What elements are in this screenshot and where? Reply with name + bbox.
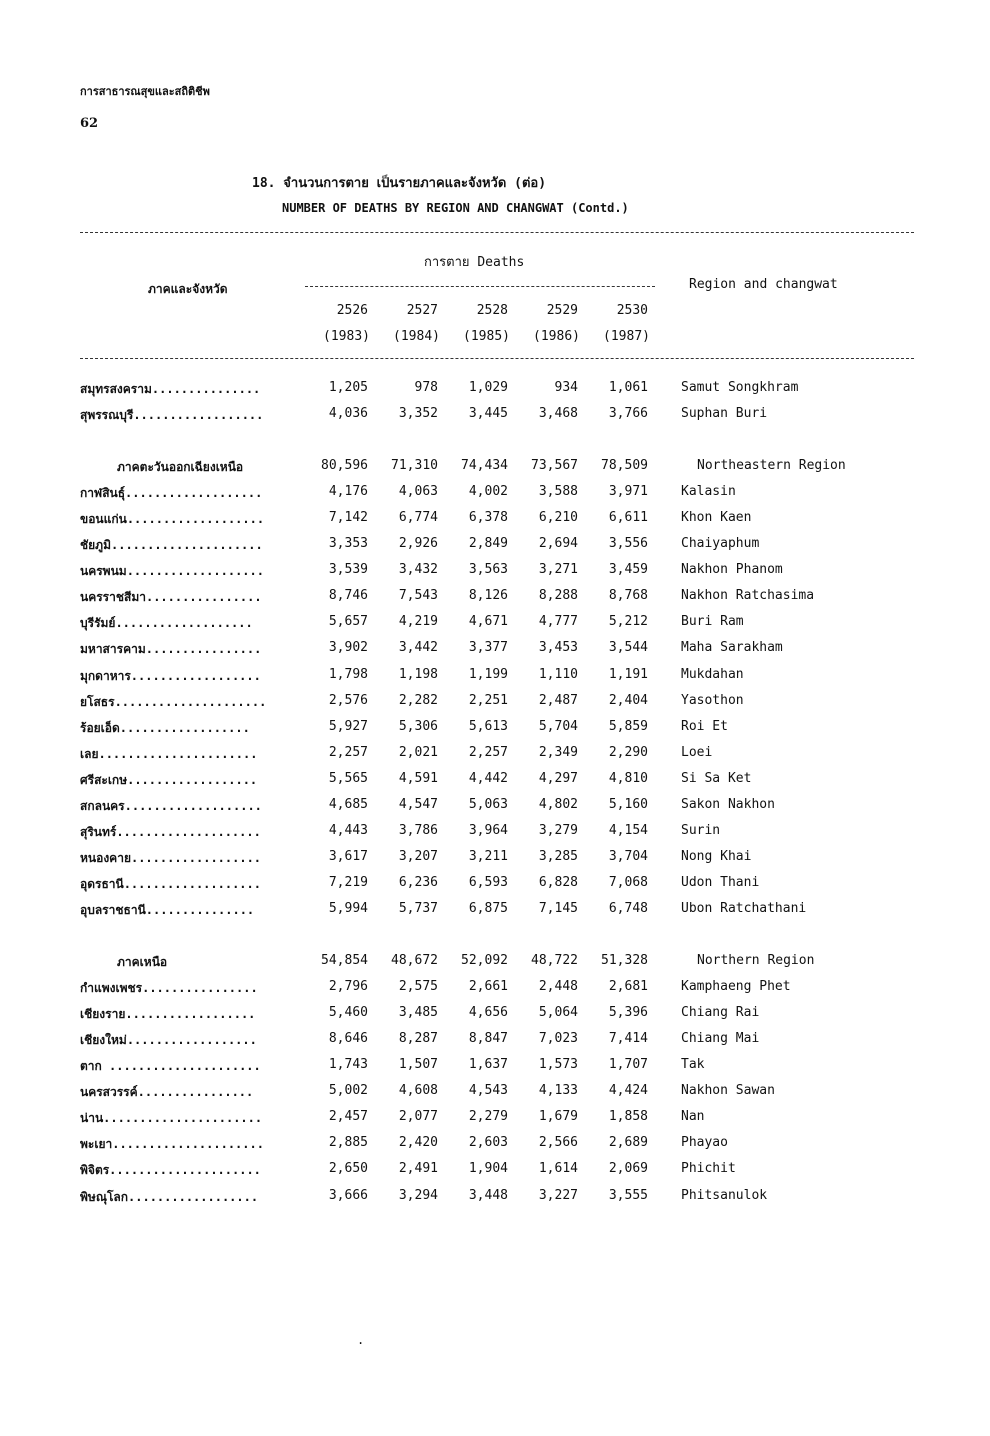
death-count-cell: 3,442 — [398, 640, 438, 655]
province-name-thai: สมุทรสงคราม............... — [80, 382, 261, 396]
province-name-english: Roi Et — [681, 719, 728, 734]
province-name-thai: พิจิตร..................... — [80, 1163, 261, 1177]
death-count-cell: 5,927 — [328, 719, 368, 734]
death-count-cell: 5,565 — [328, 771, 368, 786]
death-count-cell: 71,310 — [391, 458, 438, 473]
province-name-thai: ร้อยเอ็ด.................. — [80, 721, 250, 735]
province-name-english: Nakhon Phanom — [681, 562, 783, 577]
region-name-thai: ภาคเหนือ — [117, 955, 168, 969]
death-count-cell: 5,160 — [608, 797, 648, 812]
death-count-cell: 4,777 — [538, 614, 578, 629]
death-count-cell: 4,297 — [538, 771, 578, 786]
province-name-thai: สุรินทร์.................... — [80, 825, 261, 839]
year-be-header: 2528 — [476, 303, 508, 318]
death-count-cell: 5,212 — [608, 614, 648, 629]
province-name-english: Nakhon Ratchasima — [681, 588, 815, 603]
death-count-cell: 2,448 — [538, 979, 578, 994]
province-name-thai: สกลนคร................... — [80, 799, 262, 813]
death-count-cell: 2,566 — [538, 1135, 578, 1150]
province-name-thai: เลย...................... — [80, 747, 258, 761]
death-count-cell: 4,063 — [398, 484, 438, 499]
death-count-cell: 2,251 — [468, 693, 508, 708]
death-count-cell: 8,287 — [398, 1031, 438, 1046]
death-count-cell: 3,617 — [328, 849, 368, 864]
region-name-thai: ภาคตะวันออกเฉียงเหนือ — [117, 460, 244, 474]
province-name-thai: พะเยา..................... — [80, 1137, 264, 1151]
death-count-cell: 8,847 — [468, 1031, 508, 1046]
death-count-cell: 2,404 — [608, 693, 648, 708]
death-count-cell: 3,448 — [468, 1188, 508, 1203]
death-count-cell: 6,611 — [608, 510, 648, 525]
death-count-cell: 1,205 — [328, 380, 368, 395]
year-be-header: 2527 — [406, 303, 438, 318]
death-count-cell: 2,576 — [328, 693, 368, 708]
death-count-cell: 5,063 — [468, 797, 508, 812]
province-name-thai: ยโสธร..................... — [80, 695, 267, 709]
death-count-cell: 2,257 — [468, 745, 508, 760]
death-count-cell: 6,875 — [468, 901, 508, 916]
death-count-cell: 51,328 — [601, 953, 648, 968]
province-name-english: Si Sa Ket — [681, 771, 752, 786]
death-count-cell: 4,442 — [468, 771, 508, 786]
death-count-cell: 1,507 — [398, 1057, 438, 1072]
death-count-cell: 3,445 — [468, 406, 508, 421]
province-name-english: Chaiyaphum — [681, 536, 760, 551]
death-count-cell: 4,219 — [398, 614, 438, 629]
death-count-cell: 48,722 — [531, 953, 578, 968]
death-count-cell: 1,029 — [468, 380, 508, 395]
death-count-cell: 6,593 — [468, 875, 508, 890]
death-count-cell: 3,666 — [328, 1188, 368, 1203]
death-count-cell: 2,491 — [398, 1161, 438, 1176]
death-count-cell: 54,854 — [321, 953, 368, 968]
death-count-cell: 4,547 — [398, 797, 438, 812]
top-rule — [80, 232, 914, 233]
death-count-cell: 2,282 — [398, 693, 438, 708]
province-name-english: Yasothon — [681, 693, 744, 708]
province-name-english: Mukdahan — [681, 667, 744, 682]
page-number: 62 — [80, 116, 99, 131]
death-count-cell: 74,434 — [461, 458, 508, 473]
death-count-cell: 3,539 — [328, 562, 368, 577]
death-count-cell: 3,786 — [398, 823, 438, 838]
death-count-cell: 4,176 — [328, 484, 368, 499]
death-count-cell: 4,543 — [468, 1083, 508, 1098]
death-count-cell: 6,378 — [468, 510, 508, 525]
region-header-thai: ภาคและจังหวัด — [148, 282, 228, 296]
death-count-cell: 1,707 — [608, 1057, 648, 1072]
death-count-cell: 6,828 — [538, 875, 578, 890]
death-count-cell: 2,279 — [468, 1109, 508, 1124]
province-name-thai: เชียงราย.................. — [80, 1007, 256, 1021]
death-count-cell: 3,766 — [608, 406, 648, 421]
death-count-cell: 3,902 — [328, 640, 368, 655]
footer-mark: . — [357, 1333, 365, 1347]
province-name-english: Chiang Rai — [681, 1005, 760, 1020]
death-count-cell: 8,768 — [608, 588, 648, 603]
death-count-cell: 3,971 — [608, 484, 648, 499]
death-count-cell: 1,191 — [608, 667, 648, 682]
death-count-cell: 5,657 — [328, 614, 368, 629]
death-count-cell: 3,285 — [538, 849, 578, 864]
death-count-cell: 3,227 — [538, 1188, 578, 1203]
death-count-cell: 6,774 — [398, 510, 438, 525]
province-name-english: Buri Ram — [681, 614, 744, 629]
death-count-cell: 7,145 — [538, 901, 578, 916]
death-count-cell: 2,420 — [398, 1135, 438, 1150]
province-name-thai: นครราชสีมา................ — [80, 590, 262, 604]
table-title-english: NUMBER OF DEATHS BY REGION AND CHANGWAT (Contd.) — [282, 201, 629, 215]
death-count-cell: 5,396 — [608, 1005, 648, 1020]
province-name-thai: มหาสารคาม................ — [80, 642, 262, 656]
table-title-thai: 18. จำนวนการตาย เป็นรายภาคและจังหวัด (ต่อ) — [252, 176, 547, 191]
year-be-header: 2526 — [336, 303, 368, 318]
death-count-cell: 1,637 — [468, 1057, 508, 1072]
province-name-english: Phitsanulok — [681, 1188, 768, 1203]
death-count-cell: 6,210 — [538, 510, 578, 525]
death-count-cell: 7,023 — [538, 1031, 578, 1046]
province-name-thai: น่าน...................... — [80, 1111, 263, 1125]
death-count-cell: 5,613 — [468, 719, 508, 734]
death-count-cell: 5,064 — [538, 1005, 578, 1020]
death-count-cell: 1,573 — [538, 1057, 578, 1072]
province-name-english: Loei — [681, 745, 713, 760]
death-count-cell: 3,468 — [538, 406, 578, 421]
death-count-cell: 4,443 — [328, 823, 368, 838]
death-count-cell: 4,154 — [608, 823, 648, 838]
province-name-english: Tak — [681, 1057, 705, 1072]
death-count-cell: 4,036 — [328, 406, 368, 421]
death-count-cell: 2,349 — [538, 745, 578, 760]
death-count-cell: 48,672 — [391, 953, 438, 968]
death-count-cell: 5,737 — [398, 901, 438, 916]
year-be-header: 2530 — [616, 303, 648, 318]
death-count-cell: 4,608 — [398, 1083, 438, 1098]
death-count-cell: 3,563 — [468, 562, 508, 577]
header-bottom-rule — [80, 358, 914, 359]
province-name-thai: นครสวรรค์................ — [80, 1085, 254, 1099]
death-count-cell: 8,288 — [538, 588, 578, 603]
death-count-cell: 3,271 — [538, 562, 578, 577]
death-count-cell: 1,858 — [608, 1109, 648, 1124]
death-count-cell: 3,377 — [468, 640, 508, 655]
death-count-cell: 1,614 — [538, 1161, 578, 1176]
running-header: การสาธารณสุขและสถิติชีพ — [80, 85, 210, 98]
death-count-cell: 4,802 — [538, 797, 578, 812]
province-name-english: Phayao — [681, 1135, 728, 1150]
region-name-english: Northeastern Region — [697, 458, 846, 473]
province-name-english: Kamphaeng Phet — [681, 979, 791, 994]
death-count-cell: 1,198 — [398, 667, 438, 682]
death-count-cell: 978 — [414, 380, 438, 395]
province-name-thai: นครพนม................... — [80, 564, 264, 578]
province-name-english: Samut Songkhram — [681, 380, 799, 395]
death-count-cell: 3,353 — [328, 536, 368, 551]
death-count-cell: 78,509 — [601, 458, 648, 473]
province-name-english: Phichit — [681, 1161, 736, 1176]
death-count-cell: 1,743 — [328, 1057, 368, 1072]
death-count-cell: 3,556 — [608, 536, 648, 551]
death-count-cell: 2,689 — [608, 1135, 648, 1150]
province-name-english: Nong Khai — [681, 849, 752, 864]
death-count-cell: 1,061 — [608, 380, 648, 395]
death-count-cell: 5,704 — [538, 719, 578, 734]
death-count-cell: 2,885 — [328, 1135, 368, 1150]
death-count-cell: 7,219 — [328, 875, 368, 890]
province-name-english: Chiang Mai — [681, 1031, 760, 1046]
death-count-cell: 7,068 — [608, 875, 648, 890]
death-count-cell: 80,596 — [321, 458, 368, 473]
death-count-cell: 4,002 — [468, 484, 508, 499]
death-count-cell: 4,133 — [538, 1083, 578, 1098]
province-name-english: Surin — [681, 823, 721, 838]
death-count-cell: 7,142 — [328, 510, 368, 525]
death-count-cell: 2,661 — [468, 979, 508, 994]
year-ad-header: (1987) — [603, 329, 650, 344]
death-count-cell: 3,555 — [608, 1188, 648, 1203]
death-count-cell: 4,810 — [608, 771, 648, 786]
deaths-group-rule — [305, 286, 655, 287]
death-count-cell: 5,460 — [328, 1005, 368, 1020]
year-ad-header: (1984) — [393, 329, 440, 344]
death-count-cell: 3,704 — [608, 849, 648, 864]
death-count-cell: 5,859 — [608, 719, 648, 734]
death-count-cell: 7,543 — [398, 588, 438, 603]
death-count-cell: 4,424 — [608, 1083, 648, 1098]
deaths-group-header: การตาย Deaths — [424, 255, 525, 270]
death-count-cell: 2,650 — [328, 1161, 368, 1176]
death-count-cell: 2,077 — [398, 1109, 438, 1124]
province-name-english: Suphan Buri — [681, 406, 768, 421]
province-name-english: Ubon Ratchathani — [681, 901, 807, 916]
death-count-cell: 1,110 — [538, 667, 578, 682]
death-count-cell: 2,257 — [328, 745, 368, 760]
province-name-thai: อุดรธานี................... — [80, 877, 261, 891]
province-name-thai: หนองคาย.................. — [80, 851, 262, 865]
death-count-cell: 3,211 — [468, 849, 508, 864]
death-count-cell: 4,656 — [468, 1005, 508, 1020]
province-name-thai: มุกดาหาร.................. — [80, 669, 261, 683]
year-be-header: 2529 — [546, 303, 578, 318]
death-count-cell: 2,069 — [608, 1161, 648, 1176]
region-name-english: Northern Region — [697, 953, 815, 968]
region-header-english: Region and changwat — [689, 277, 838, 292]
death-count-cell: 8,746 — [328, 588, 368, 603]
year-ad-header: (1983) — [323, 329, 370, 344]
death-count-cell: 7,414 — [608, 1031, 648, 1046]
death-count-cell: 1,199 — [468, 667, 508, 682]
death-count-cell: 3,453 — [538, 640, 578, 655]
province-name-thai: ตาก ..................... — [80, 1059, 261, 1073]
death-count-cell: 2,290 — [608, 745, 648, 760]
province-name-thai: กาฬสินธุ์................... — [80, 486, 263, 500]
death-count-cell: 2,021 — [398, 745, 438, 760]
death-count-cell: 3,459 — [608, 562, 648, 577]
death-count-cell: 2,926 — [398, 536, 438, 551]
death-count-cell: 2,849 — [468, 536, 508, 551]
province-name-english: Khon Kaen — [681, 510, 752, 525]
death-count-cell: 3,964 — [468, 823, 508, 838]
province-name-english: Nakhon Sawan — [681, 1083, 775, 1098]
death-count-cell: 4,671 — [468, 614, 508, 629]
death-count-cell: 1,798 — [328, 667, 368, 682]
death-count-cell: 3,279 — [538, 823, 578, 838]
death-count-cell: 3,588 — [538, 484, 578, 499]
province-name-english: Maha Sarakham — [681, 640, 783, 655]
death-count-cell: 2,487 — [538, 693, 578, 708]
death-count-cell: 4,591 — [398, 771, 438, 786]
year-ad-header: (1986) — [533, 329, 580, 344]
death-count-cell: 3,544 — [608, 640, 648, 655]
death-count-cell: 3,352 — [398, 406, 438, 421]
death-count-cell: 3,485 — [398, 1005, 438, 1020]
death-count-cell: 2,457 — [328, 1109, 368, 1124]
province-name-thai: กำแพงเพชร................ — [80, 981, 258, 995]
death-count-cell: 2,575 — [398, 979, 438, 994]
province-name-english: Sakon Nakhon — [681, 797, 775, 812]
death-count-cell: 2,796 — [328, 979, 368, 994]
province-name-english: Kalasin — [681, 484, 736, 499]
province-name-thai: อุบลราชธานี............... — [80, 903, 255, 917]
death-count-cell: 4,685 — [328, 797, 368, 812]
death-count-cell: 2,603 — [468, 1135, 508, 1150]
death-count-cell: 3,207 — [398, 849, 438, 864]
death-count-cell: 2,681 — [608, 979, 648, 994]
province-name-thai: ชัยภูมิ..................... — [80, 538, 263, 552]
death-count-cell: 3,294 — [398, 1188, 438, 1203]
death-count-cell: 6,748 — [608, 901, 648, 916]
province-name-thai: เชียงใหม่.................. — [80, 1033, 257, 1047]
province-name-english: Nan — [681, 1109, 705, 1124]
death-count-cell: 8,126 — [468, 588, 508, 603]
death-count-cell: 934 — [554, 380, 578, 395]
province-name-thai: ขอนแก่น................... — [80, 512, 265, 526]
death-count-cell: 5,994 — [328, 901, 368, 916]
death-count-cell: 5,002 — [328, 1083, 368, 1098]
death-count-cell: 73,567 — [531, 458, 578, 473]
province-name-english: Udon Thani — [681, 875, 760, 890]
death-count-cell: 3,432 — [398, 562, 438, 577]
province-name-thai: สุพรรณบุรี.................. — [80, 408, 264, 422]
death-count-cell: 2,694 — [538, 536, 578, 551]
death-count-cell: 8,646 — [328, 1031, 368, 1046]
province-name-thai: ศรีสะเกษ.................. — [80, 773, 258, 787]
death-count-cell: 5,306 — [398, 719, 438, 734]
death-count-cell: 1,679 — [538, 1109, 578, 1124]
death-count-cell: 52,092 — [461, 953, 508, 968]
death-count-cell: 1,904 — [468, 1161, 508, 1176]
province-name-thai: พิษณุโลก.................. — [80, 1190, 259, 1204]
death-count-cell: 6,236 — [398, 875, 438, 890]
province-name-thai: บุรีรัมย์................... — [80, 616, 253, 630]
year-ad-header: (1985) — [463, 329, 510, 344]
